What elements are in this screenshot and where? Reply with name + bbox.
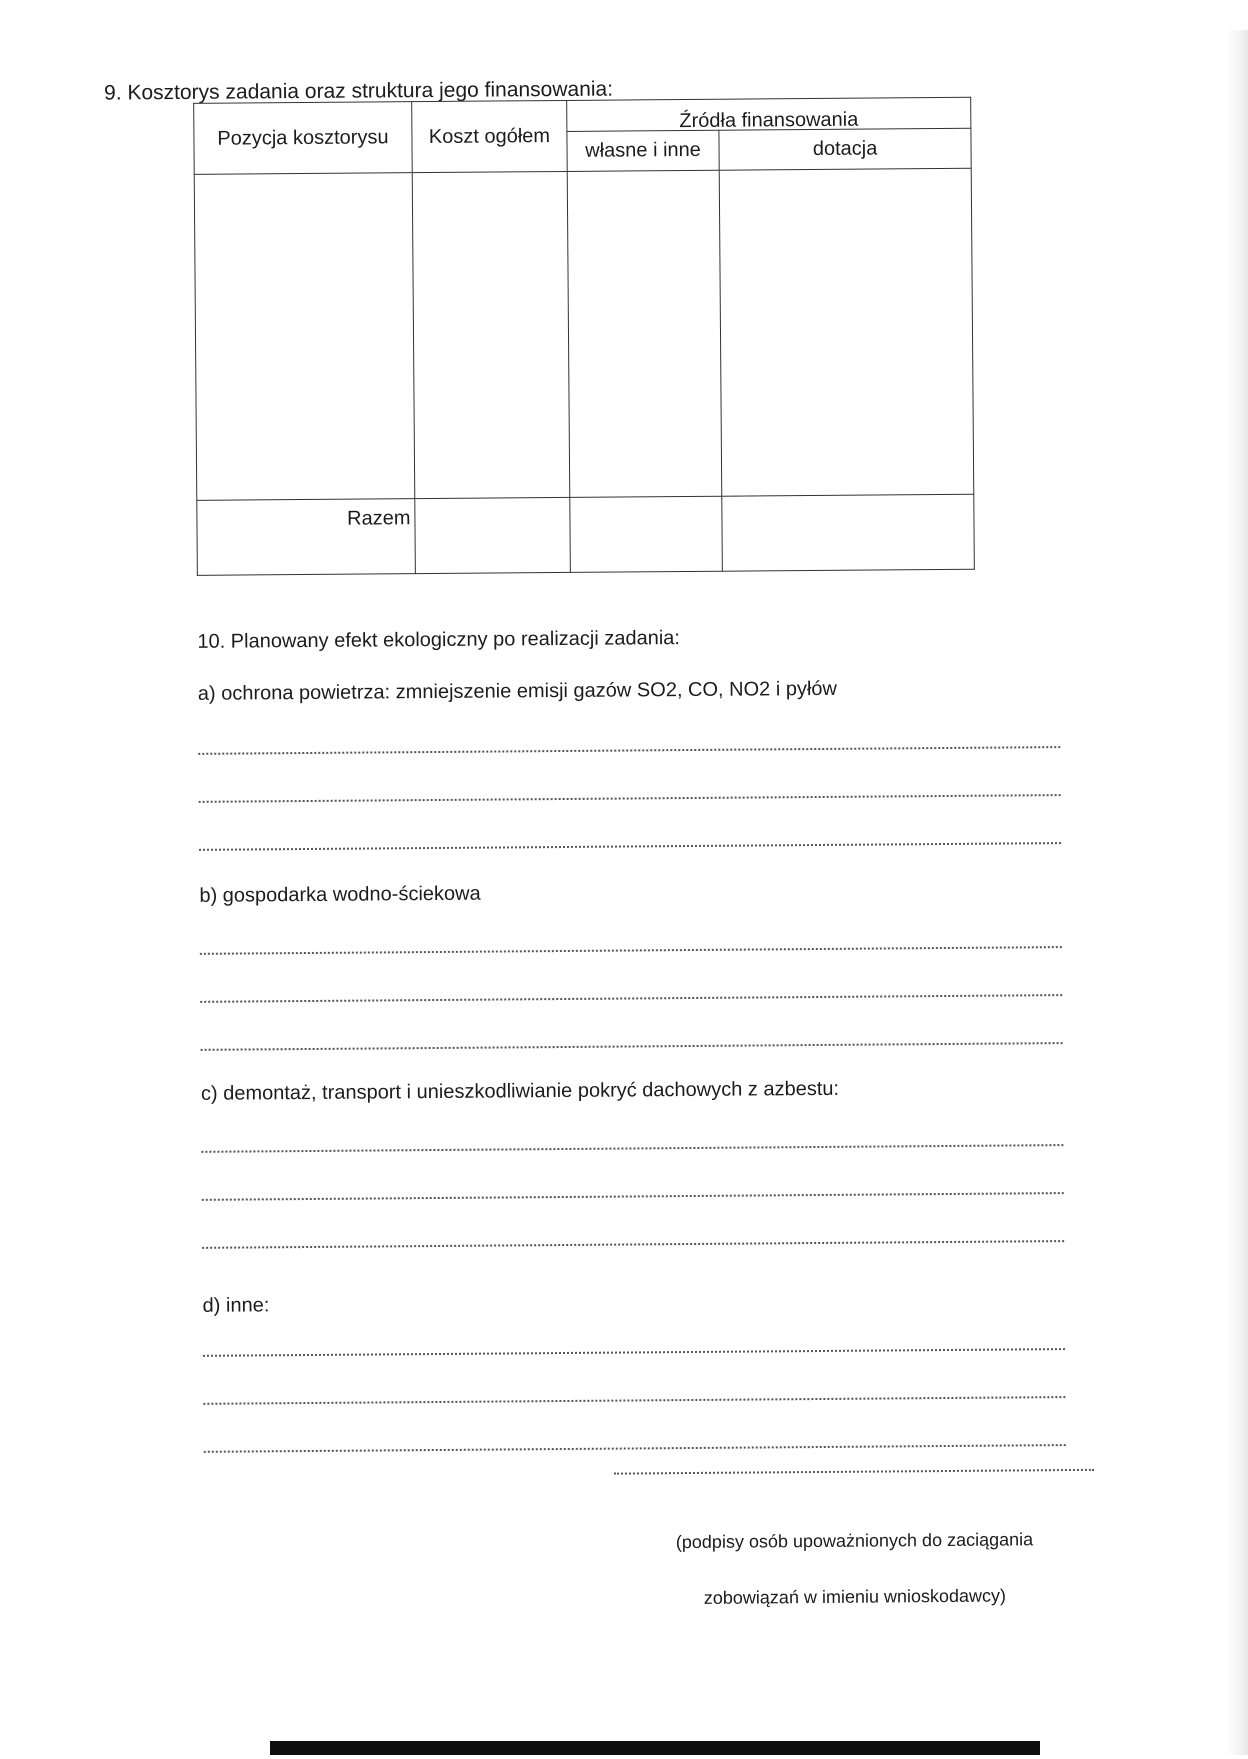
signature-caption-line-2: zobowiązań w imieniu wnioskodawcy) (703, 1585, 1007, 1608)
item-a-line-1[interactable] (198, 746, 1060, 755)
item-c-line-1[interactable] (201, 1144, 1063, 1153)
item-c-line-2[interactable] (202, 1192, 1064, 1201)
total-label: Razem (197, 499, 416, 576)
item-b-line-2[interactable] (200, 994, 1062, 1003)
signature-caption (639, 1511, 1070, 1626)
total-own-cell[interactable] (570, 496, 723, 572)
item-a-label: a) ochrona powietrza: zmniejszenie emisji gazów SO2, CO, NO2 i pyłów (197, 677, 838, 705)
total-cost-cell[interactable] (415, 497, 571, 573)
signature-line[interactable] (614, 1469, 1094, 1475)
section-10 (197, 624, 1059, 1317)
total-grant-cell[interactable] (722, 494, 975, 571)
cell-grant[interactable] (719, 168, 974, 496)
header-position: Pozycja kosztorysu (194, 102, 413, 175)
item-d-line-2[interactable] (203, 1396, 1065, 1405)
cost-estimate-table (193, 97, 975, 576)
header-total-cost: Koszt ogółem (412, 100, 568, 172)
item-b-label: b) gospodarka wodno-ściekowa (199, 882, 481, 907)
item-b-line-1[interactable] (200, 946, 1062, 955)
item-d-label: d) inne: (202, 1294, 270, 1317)
item-d-line-1[interactable] (203, 1348, 1065, 1357)
item-d-line-3[interactable] (204, 1444, 1066, 1453)
header-own-funds: własne i inne (567, 130, 719, 171)
item-a-line-3[interactable] (199, 842, 1061, 851)
header-funding-sources: Źródła finansowania (567, 97, 971, 131)
item-c-label: c) demontaż, transport i unieszkodliwianie pokryć dachowych z azbestu: (200, 1077, 840, 1105)
section-10-title: 10. Planowany efekt ekologiczny po realizacji zadania: (197, 627, 680, 653)
item-b-line-3[interactable] (201, 1042, 1063, 1051)
signature-caption-line-1: (podpisy osób upoważnionych do zaciągania (675, 1529, 1034, 1553)
item-c-line-3[interactable] (202, 1240, 1064, 1249)
item-a-line-2[interactable] (199, 794, 1061, 803)
header-grant: dotacja (719, 128, 971, 170)
section-9-title: 9. Kosztorys zadania oraz struktura jego finansowania: (103, 77, 614, 105)
cell-position[interactable] (194, 173, 415, 501)
cell-own-funds[interactable] (567, 170, 722, 497)
cell-total-cost[interactable] (412, 171, 570, 498)
